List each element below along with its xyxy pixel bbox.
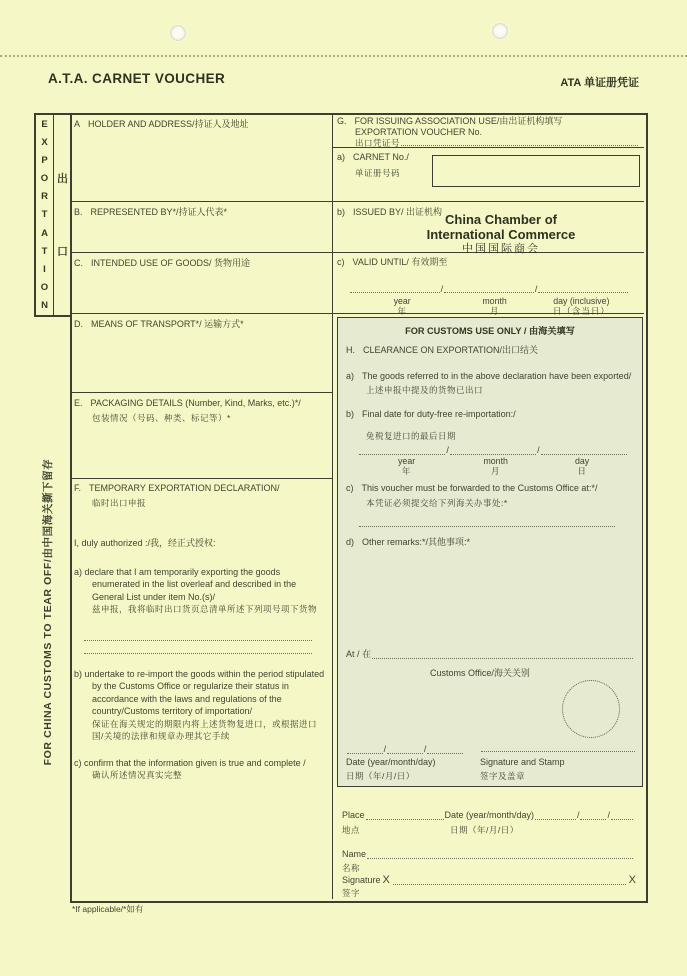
section-f-label: F. bbox=[74, 483, 82, 493]
slash: / bbox=[383, 744, 387, 754]
bottom-signature-section bbox=[332, 787, 644, 899]
customs-office-caption: Customs Office/海关关别 bbox=[430, 668, 530, 678]
at-label: At / 在 bbox=[346, 649, 372, 659]
grid-line bbox=[70, 201, 644, 202]
page-title-cn: ATA 单证册凭证 bbox=[560, 77, 639, 89]
day-label: day (inclusive) 日（含当日） bbox=[552, 296, 610, 316]
declaration-item-a: a) declare that I am temporarily exporting the goods enumerated in the list overleaf and described in the General List under item No.(s)/ bbox=[74, 566, 297, 602]
carnet-no-title: a) CARNET No./ bbox=[337, 152, 409, 162]
section-a-holder bbox=[74, 118, 326, 131]
letter: A bbox=[41, 227, 48, 239]
customs-date-dots bbox=[346, 743, 464, 756]
clearance-title: H. CLEARANCE ON EXPORTATION/出口结关 bbox=[346, 345, 539, 355]
letter: T bbox=[41, 245, 48, 257]
year-label: year 年 bbox=[398, 456, 416, 476]
punch-hole-left bbox=[170, 25, 186, 41]
letter: T bbox=[41, 209, 48, 221]
declaration-item-c: c) confirm that the information given is true and complete / bbox=[74, 757, 306, 768]
customs-sig-dots bbox=[480, 743, 636, 754]
signature-stamp-label: Signature and Stamp bbox=[480, 757, 565, 767]
stamp-circle bbox=[562, 680, 620, 738]
section-b-title: B. REPRESENTED BY*/持证人代表* bbox=[74, 207, 228, 217]
section-f-declaration bbox=[74, 482, 326, 782]
section-c-intended-use bbox=[74, 257, 326, 270]
slash: / bbox=[446, 445, 449, 455]
reimport-date-line bbox=[358, 444, 628, 457]
dotted-fill bbox=[387, 745, 423, 754]
section-e-label: E. bbox=[74, 398, 83, 408]
declaration-item-c-cn: 确认所述情况真实完整 bbox=[92, 770, 183, 780]
dotted-fill bbox=[538, 284, 628, 293]
section-e-title-cn: 包装情况（号码、种类、标记等）* bbox=[92, 412, 231, 423]
dotted-fill bbox=[611, 811, 633, 820]
customs-date-label-cn: 日期（年/月/日） bbox=[346, 771, 415, 781]
section-b-represented bbox=[74, 206, 326, 219]
exportation-side-table bbox=[34, 113, 72, 317]
dotted-fill bbox=[450, 446, 536, 455]
dotted-fill bbox=[347, 745, 383, 754]
slash: / bbox=[537, 445, 540, 455]
valid-until-date-line bbox=[349, 283, 629, 296]
customs-b-label: b) bbox=[346, 409, 355, 419]
letter: O bbox=[40, 173, 49, 185]
dotted-fill bbox=[535, 811, 576, 820]
grid-line bbox=[70, 478, 332, 479]
section-b-label: B. bbox=[74, 207, 83, 217]
valid-until-title: c) VALID UNTIL/ 有效期至 bbox=[337, 257, 448, 267]
slash: / bbox=[534, 283, 538, 294]
grid-line bbox=[70, 392, 332, 393]
exportation-letters bbox=[36, 115, 54, 315]
section-g-label: G. bbox=[337, 116, 347, 126]
valid-until-label: c) bbox=[337, 257, 345, 267]
customs-item-d: d) Other remarks:*/其他事项:* bbox=[346, 537, 471, 547]
customs-d-label: d) bbox=[346, 537, 355, 547]
dotted-line bbox=[84, 628, 312, 641]
clearance-label: H. bbox=[346, 345, 355, 355]
date-label: Date (year/month/day) bbox=[444, 810, 535, 820]
signature-line bbox=[342, 874, 638, 887]
section-f-title-cn: 临时出口申报 bbox=[92, 497, 147, 508]
customs-item-b: b) Final date for duty-free re-importation:/ bbox=[346, 409, 516, 419]
carnet-no-label: a) bbox=[337, 152, 346, 162]
page-title: A.T.A. CARNET VOUCHER bbox=[48, 71, 226, 86]
dotted-fill bbox=[401, 137, 638, 146]
letter: O bbox=[40, 281, 49, 293]
month-label: month 月 bbox=[483, 456, 508, 476]
section-c-title: C. INTENDED USE OF GOODS/ 货物用途 bbox=[74, 258, 251, 268]
month-label: month 月 bbox=[482, 296, 507, 316]
customs-date-label: Date (year/month/day) bbox=[346, 757, 436, 767]
declaration-fill-lines bbox=[84, 628, 312, 654]
section-a-title: A HOLDER AND ADDRESS/持证人及地址 bbox=[74, 119, 249, 129]
section-gb-issued-by bbox=[337, 206, 639, 255]
dotted-fill bbox=[427, 745, 463, 754]
export-cn-chars bbox=[55, 115, 70, 315]
section-e-packaging bbox=[74, 397, 326, 424]
section-g-line2: EXPORTATION VOUCHER No. bbox=[355, 126, 483, 137]
declaration-item-a-cn: 兹申报，我将临时出口货页总清单所述下列项号项下货物 bbox=[92, 604, 318, 614]
column-divider bbox=[332, 113, 333, 899]
dotted-fill bbox=[367, 850, 633, 859]
cn-char-chu: 出 bbox=[57, 173, 68, 185]
customs-use-box bbox=[337, 317, 643, 787]
customs-office-line bbox=[358, 518, 616, 529]
letter: I bbox=[43, 263, 46, 275]
valid-until-ymd-labels bbox=[349, 296, 629, 316]
x-mark: X bbox=[628, 874, 636, 886]
slash: / bbox=[440, 283, 444, 294]
day-label: day 日 bbox=[574, 456, 590, 476]
section-d-label: D. bbox=[74, 319, 83, 329]
issued-by-title: b) ISSUED BY/ 出证机构 bbox=[337, 207, 443, 217]
issuer-line1: China Chamber of bbox=[445, 212, 557, 227]
declaration-item-b: b) undertake to re-import the goods within the period stipulated by the Customs Office or regularize their status in accordance with the laws and regulations of the country/Customs territory of importation/ bbox=[74, 668, 325, 716]
slash: / bbox=[607, 810, 610, 820]
reimport-ymd-labels bbox=[358, 456, 628, 476]
section-ga-carnet bbox=[337, 151, 639, 199]
declaration-intro: I, duly authorized :/我，经正式授权: bbox=[74, 538, 216, 548]
customs-a-label: a) bbox=[346, 371, 355, 381]
place-label-cn: 地点 bbox=[342, 825, 361, 835]
issuing-association-stamp bbox=[367, 212, 635, 256]
issuer-line2: International Commerce bbox=[426, 227, 576, 242]
customs-c-label: c) bbox=[346, 483, 354, 493]
punch-hole-right bbox=[492, 23, 508, 39]
customs-item-a-cn: 上述申报中提及的货物已出口 bbox=[366, 385, 484, 395]
section-g-issuing bbox=[337, 116, 639, 148]
cn-char-kou: 口 bbox=[57, 246, 68, 258]
customs-item-a: a) The goods referred to in the above declaration have been exported/ bbox=[346, 371, 632, 381]
dotted-fill bbox=[580, 811, 606, 820]
place-date-line bbox=[342, 809, 634, 822]
slash: / bbox=[423, 744, 427, 754]
name-line bbox=[342, 848, 634, 861]
year-label: year 年 bbox=[393, 296, 411, 316]
x-mark: X bbox=[382, 874, 390, 886]
section-f-title: F. TEMPORARY EXPORTATION DECLARATION/ bbox=[74, 483, 280, 493]
customs-header: FOR CUSTOMS USE ONLY / 由海关填写 bbox=[405, 326, 575, 336]
section-c-label: C. bbox=[74, 258, 83, 268]
section-gc-valid-until bbox=[337, 256, 637, 316]
slash: / bbox=[576, 810, 580, 820]
tear-off-margin-label: FOR CHINA CUSTOMS TO TEAR OFF/由中国海关撕下留存 bbox=[42, 458, 54, 766]
letter: R bbox=[41, 191, 48, 203]
declaration-item-b-cn: 保证在海关规定的期限内将上述货物复进口，或根据进口国/关境的法律和规章办理其它手续 bbox=[92, 718, 318, 741]
voucher-no-line bbox=[337, 137, 639, 148]
letter: P bbox=[41, 155, 48, 167]
dotted-fill bbox=[372, 650, 633, 659]
section-d-transport bbox=[74, 318, 326, 331]
issuer-line3-cn: 中国国际商会 bbox=[462, 243, 540, 255]
place-label: Place bbox=[342, 810, 365, 820]
name-label: Name bbox=[342, 849, 367, 859]
section-g-title: G. FOR ISSUING ASSOCIATION USE/由出证机构填写 bbox=[337, 116, 563, 126]
dotted-fill bbox=[481, 743, 635, 752]
customs-item-b-cn: 免税复进口的最后日期 bbox=[366, 431, 457, 441]
voucher-no-label: 出口凭证号 bbox=[355, 137, 401, 148]
dotted-fill bbox=[350, 284, 440, 293]
dotted-fill bbox=[359, 518, 615, 527]
dotted-fill bbox=[359, 446, 445, 455]
customs-item-c: c) This voucher must be forwarded to the Customs Office at:*/ bbox=[346, 483, 598, 493]
dotted-fill bbox=[444, 284, 534, 293]
section-d-title: D. MEANS OF TRANSPORT*/ 运输方式* bbox=[74, 319, 244, 329]
perforation-line bbox=[0, 55, 687, 57]
signature-stamp-label-cn: 签字及盖章 bbox=[480, 771, 526, 781]
dotted-line bbox=[84, 641, 312, 654]
signature-label-cn: 签字 bbox=[342, 888, 361, 898]
customs-item-c-cn: 本凭证必须提交给下列海关办事处:* bbox=[366, 498, 508, 508]
date-label-cn: 日期（年/月/日） bbox=[450, 825, 519, 835]
issued-by-label: b) bbox=[337, 207, 346, 217]
carnet-no-title-cn: 单证册号码 bbox=[355, 167, 401, 178]
dotted-fill bbox=[393, 876, 626, 885]
letter: X bbox=[41, 137, 48, 149]
letter: N bbox=[41, 299, 48, 311]
dotted-fill bbox=[366, 811, 444, 820]
if-applicable-footnote: *If applicable/*如有 bbox=[72, 904, 144, 914]
signature-label: Signature bbox=[342, 875, 381, 885]
section-a-label: A bbox=[74, 119, 81, 129]
dotted-fill bbox=[541, 446, 627, 455]
section-e-title: E. PACKAGING DETAILS (Number, Kind, Marks, etc.)*/ bbox=[74, 398, 301, 408]
carnet-number-field bbox=[432, 155, 640, 187]
name-label-cn: 名称 bbox=[342, 863, 361, 873]
at-line bbox=[346, 648, 634, 661]
letter: E bbox=[41, 119, 48, 130]
